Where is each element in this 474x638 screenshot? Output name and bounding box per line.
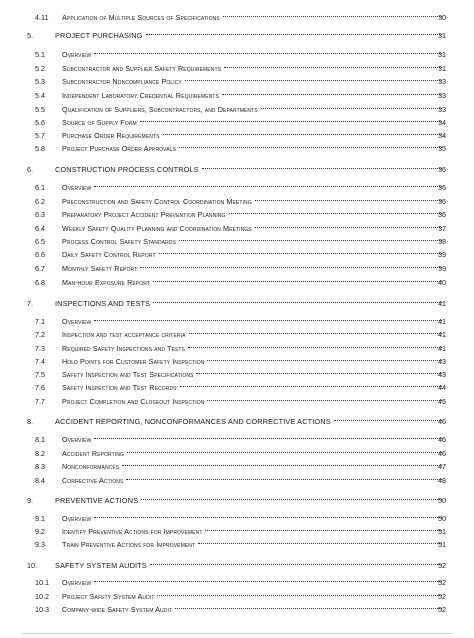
toc-title[interactable]: Project Safety System Audit xyxy=(62,592,155,601)
toc-number: 6. xyxy=(27,165,33,174)
dot-leader xyxy=(198,543,442,544)
toc-page-number: 31 xyxy=(438,50,446,59)
toc-title[interactable]: Project Completion and Closeout Inspection xyxy=(62,397,205,406)
dot-leader xyxy=(150,564,442,565)
toc-leader-group xyxy=(62,381,444,394)
toc-leader-group xyxy=(55,559,444,572)
dot-leader xyxy=(94,53,442,54)
toc-page-number: 37 xyxy=(438,224,446,233)
dot-leader xyxy=(188,347,442,348)
toc-number: 4.11 xyxy=(35,13,49,22)
toc-entry-row[interactable] xyxy=(0,433,474,446)
toc-leader-group xyxy=(62,447,444,460)
toc-entry-row[interactable] xyxy=(0,62,474,75)
toc-number: 10.3 xyxy=(35,605,49,614)
toc-number: 7.1 xyxy=(35,317,45,326)
toc-title[interactable]: ACCIDENT REPORTING, NONCONFORMANCES AND CORRECTIVE ACTIONS xyxy=(55,417,331,426)
dot-leader xyxy=(94,438,442,439)
dot-leader xyxy=(205,530,442,531)
toc-number: 7.7 xyxy=(35,397,45,406)
dot-leader xyxy=(261,108,442,109)
toc-leader-group xyxy=(62,142,444,155)
toc-leader-group xyxy=(62,276,444,289)
toc-title[interactable]: SAFETY SYSTEM AUDITS xyxy=(55,561,147,570)
toc-title[interactable]: Inspection and test acceptance criteria xyxy=(62,330,186,339)
toc-title[interactable]: Hold Points for Customer Safety Inspection xyxy=(62,357,205,366)
toc-number: 9.2 xyxy=(35,527,45,536)
toc-number: 5.2 xyxy=(35,64,45,73)
toc-leader-group xyxy=(62,262,444,275)
dot-leader xyxy=(127,452,442,453)
dot-leader xyxy=(141,499,442,500)
toc-leader-group xyxy=(62,48,444,61)
toc-page-number: 50 xyxy=(438,496,446,505)
toc-leader-group xyxy=(62,525,444,538)
toc-number: 7.6 xyxy=(35,383,45,392)
toc-entry-row[interactable] xyxy=(0,315,474,328)
toc-leader-group xyxy=(62,89,444,102)
toc-title[interactable]: Safety Inspection and Test Records xyxy=(62,383,177,392)
toc-section-row[interactable] xyxy=(0,494,474,507)
toc-number: 8. xyxy=(27,417,33,426)
toc-page-number: 46 xyxy=(438,435,446,444)
toc-number: 9. xyxy=(27,496,33,505)
dot-leader xyxy=(122,465,442,466)
toc-number: 10. xyxy=(27,561,37,570)
toc-page-number: 34 xyxy=(438,131,446,140)
toc-entry-row[interactable] xyxy=(0,222,474,235)
toc-leader-group xyxy=(62,75,444,88)
toc-leader-group xyxy=(62,368,444,381)
toc-entry-row[interactable] xyxy=(0,381,474,394)
toc-number: 6.2 xyxy=(35,197,45,206)
dot-leader xyxy=(223,16,442,17)
toc-title[interactable]: Required Safety Inspections and Tests xyxy=(62,344,185,353)
toc-page-number: 47 xyxy=(438,462,446,471)
toc-number: 9.1 xyxy=(35,514,45,523)
toc-entry-row[interactable] xyxy=(0,590,474,603)
toc-entry-row[interactable] xyxy=(0,208,474,221)
toc-title[interactable]: Overview xyxy=(62,317,92,326)
dot-leader xyxy=(146,34,443,35)
toc-page-number: 43 xyxy=(438,357,446,366)
toc-title[interactable]: Train Preventive Actions for Improvement xyxy=(62,540,196,549)
toc-entry-row[interactable] xyxy=(0,75,474,88)
toc-entry-row[interactable] xyxy=(0,116,474,129)
dot-leader xyxy=(334,420,442,421)
toc-leader-group xyxy=(62,512,444,525)
toc-leader-group xyxy=(62,433,444,446)
toc-number: 6.4 xyxy=(35,224,45,233)
dot-leader xyxy=(94,320,442,321)
toc-leader-group xyxy=(62,248,444,261)
toc-number: 7.5 xyxy=(35,370,45,379)
toc-page-number: 38 xyxy=(438,237,446,246)
dot-leader xyxy=(140,121,442,122)
toc-page-number: 46 xyxy=(438,417,446,426)
toc-title[interactable]: Subcontractor Noncompliance Policy xyxy=(62,77,182,86)
toc-section-row[interactable] xyxy=(0,559,474,572)
toc-number: 5.5 xyxy=(35,105,45,114)
toc-leader-group xyxy=(62,342,444,355)
toc-number: 5. xyxy=(27,31,33,40)
toc-leader-group xyxy=(62,116,444,129)
toc-title[interactable]: Overview xyxy=(62,578,92,587)
toc-number: 8.4 xyxy=(35,476,45,485)
toc-page-number: 44 xyxy=(438,383,446,392)
toc-page-number: 52 xyxy=(438,592,446,601)
toc-page-number: 46 xyxy=(438,449,446,458)
toc-entry-row[interactable] xyxy=(0,603,474,616)
toc-title[interactable]: Nonconformances xyxy=(62,462,120,471)
toc-leader-group xyxy=(62,460,444,473)
toc-number: 10.2 xyxy=(35,592,49,601)
toc-entry-row[interactable] xyxy=(0,342,474,355)
dot-leader xyxy=(153,281,442,282)
toc-title[interactable]: Corrective Actions xyxy=(62,476,124,485)
toc-page-number: 52 xyxy=(438,578,446,587)
toc-page-number: 30 xyxy=(438,13,446,22)
toc-leader-group xyxy=(62,590,444,603)
toc-page-number: 41 xyxy=(438,299,446,308)
toc-leader-group xyxy=(55,415,444,428)
toc-title[interactable]: Overview xyxy=(62,514,92,523)
dot-leader xyxy=(153,302,442,303)
dot-leader xyxy=(224,67,442,68)
dot-leader xyxy=(140,267,442,268)
toc-number: 7.2 xyxy=(35,330,45,339)
toc-title[interactable]: Weekly Safety Quality Planning and Coordination Meetings xyxy=(62,224,252,233)
toc-title[interactable]: Qualification of Suppliers, Subcontractors, and Departments xyxy=(62,105,258,114)
dot-leader xyxy=(126,479,442,480)
toc-number: 8.2 xyxy=(35,449,45,458)
toc-entry-row[interactable] xyxy=(0,576,474,589)
toc-page-number: 41 xyxy=(438,344,446,353)
toc-page-number: 36 xyxy=(438,183,446,192)
toc-section-row[interactable] xyxy=(0,297,474,310)
toc-page-number: 50 xyxy=(438,514,446,523)
toc-page-number: 43 xyxy=(438,370,446,379)
toc-leader-group xyxy=(55,494,444,507)
toc-page-number: 31 xyxy=(438,31,446,40)
toc-entry-row[interactable] xyxy=(0,262,474,275)
toc-entry-row[interactable] xyxy=(0,474,474,487)
toc-entry-row[interactable] xyxy=(0,48,474,61)
toc-entry-row[interactable] xyxy=(0,89,474,102)
toc-title[interactable]: CONSTRUCTION PROCESS CONTROLS xyxy=(55,165,199,174)
toc-title[interactable]: Identify Preventive Actions for Improvement xyxy=(62,527,203,536)
toc-title[interactable]: Project Purchase Order Approvals xyxy=(62,144,176,153)
dot-leader xyxy=(159,253,442,254)
toc-title[interactable]: Safety Inspection and Test Specifications xyxy=(62,370,194,379)
toc-number: 5.3 xyxy=(35,77,45,86)
toc-title[interactable]: PROJECT PURCHASING xyxy=(55,31,143,40)
toc-leader-group xyxy=(62,315,444,328)
toc-entry-row[interactable] xyxy=(0,460,474,473)
toc-leader-group xyxy=(62,474,444,487)
dot-leader xyxy=(207,400,442,401)
toc-page-number: 35 xyxy=(438,144,446,153)
dot-leader xyxy=(157,595,442,596)
toc-entry-row[interactable] xyxy=(0,395,474,408)
toc-title[interactable]: INSPECTIONS AND TESTS xyxy=(55,299,151,308)
toc-entry-row[interactable] xyxy=(0,355,474,368)
dot-leader xyxy=(94,581,442,582)
toc-title[interactable]: Source of Supply Form xyxy=(62,118,137,127)
toc-page-number: 51 xyxy=(438,540,446,549)
toc-page-number: 52 xyxy=(438,561,446,570)
toc-title[interactable]: Overview xyxy=(62,435,92,444)
toc-entry-row[interactable] xyxy=(0,235,474,248)
toc-number: 6.7 xyxy=(35,264,45,273)
toc-leader-group xyxy=(62,328,444,341)
toc-entry-row[interactable] xyxy=(0,447,474,460)
toc-entry-row[interactable] xyxy=(0,538,474,551)
toc-title[interactable]: Man-hour Exposure Report xyxy=(62,278,151,287)
toc-entry-row[interactable] xyxy=(0,11,474,24)
toc-entry-row[interactable] xyxy=(0,129,474,142)
dot-leader xyxy=(189,333,442,334)
toc-number: 6.1 xyxy=(35,183,45,192)
toc-section-row[interactable] xyxy=(0,163,474,176)
toc-leader-group xyxy=(55,163,444,176)
toc-page-number: 39 xyxy=(438,264,446,273)
toc-leader-group xyxy=(62,11,444,24)
toc-page-number: 51 xyxy=(438,527,446,536)
dot-leader xyxy=(255,200,442,201)
toc-number: 7.4 xyxy=(35,357,45,366)
toc-number: 5.4 xyxy=(35,91,45,100)
toc-leader-group xyxy=(62,129,444,142)
toc-title[interactable]: Process Control Safety Standards xyxy=(62,237,176,246)
toc-entry-row[interactable] xyxy=(0,328,474,341)
dot-leader xyxy=(94,186,442,187)
dot-leader xyxy=(94,517,442,518)
toc-number: 6.6 xyxy=(35,250,45,259)
toc-leader-group xyxy=(62,181,444,194)
toc-title[interactable]: Overview xyxy=(62,183,92,192)
toc-page-number: 36 xyxy=(438,210,446,219)
toc-page-number: 33 xyxy=(438,77,446,86)
dot-leader xyxy=(179,240,442,241)
toc-title[interactable]: Purchase Order Requirements xyxy=(62,131,160,140)
toc-page-number: 31 xyxy=(438,64,446,73)
toc-title[interactable]: Preparatory Project Accident Prevention Planning xyxy=(62,210,226,219)
footer-rule xyxy=(22,633,452,634)
toc-leader-group xyxy=(62,538,444,551)
toc-leader-group xyxy=(62,355,444,368)
toc-leader-group xyxy=(62,395,444,408)
toc-leader-group xyxy=(62,222,444,235)
toc-number: 10.1 xyxy=(35,578,49,587)
toc-page-number: 52 xyxy=(438,605,446,614)
toc-title[interactable]: Subcontractor and Supplier Safety Requirements xyxy=(62,64,222,73)
toc-entry-row[interactable] xyxy=(0,276,474,289)
toc-leader-group xyxy=(62,103,444,116)
toc-entry-row[interactable] xyxy=(0,368,474,381)
toc-number: 7.3 xyxy=(35,344,45,353)
toc-number: 9.3 xyxy=(35,540,45,549)
toc-entry-row[interactable] xyxy=(0,512,474,525)
toc-page-number: 39 xyxy=(438,250,446,259)
toc-section-row[interactable] xyxy=(0,415,474,428)
toc-leader-group xyxy=(62,603,444,616)
toc-leader-group xyxy=(62,62,444,75)
toc-entry-row[interactable] xyxy=(0,181,474,194)
dot-leader xyxy=(185,80,442,81)
dot-leader xyxy=(179,147,442,148)
toc-page-number: 45 xyxy=(438,397,446,406)
toc-leader-group xyxy=(62,235,444,248)
toc-entry-row[interactable] xyxy=(0,103,474,116)
toc-number: 8.3 xyxy=(35,462,45,471)
toc-number: 7. xyxy=(27,299,33,308)
toc-leader-group xyxy=(55,297,444,310)
toc-number: 6.3 xyxy=(35,210,45,219)
toc-entry-row[interactable] xyxy=(0,142,474,155)
toc-title[interactable]: Company-wide Safety System Audit xyxy=(62,605,173,614)
toc-leader-group xyxy=(55,29,444,42)
toc-page-number: 41 xyxy=(438,317,446,326)
toc-title[interactable]: Independent Laboratory Credential Requirements xyxy=(62,91,219,100)
dot-leader xyxy=(175,608,442,609)
toc-number: 6.5 xyxy=(35,237,45,246)
toc-page-number: 33 xyxy=(438,105,446,114)
dot-leader xyxy=(202,168,442,169)
toc-entry-row[interactable] xyxy=(0,248,474,261)
toc-number: 5.8 xyxy=(35,144,45,153)
dot-leader xyxy=(222,94,442,95)
toc-page-number: 40 xyxy=(438,278,446,287)
dot-leader xyxy=(196,373,442,374)
toc-page-number: 36 xyxy=(438,197,446,206)
toc-section-row[interactable] xyxy=(0,29,474,42)
toc-title[interactable]: Overview xyxy=(62,50,92,59)
toc-page-number: 34 xyxy=(438,118,446,127)
toc-number: 6.8 xyxy=(35,278,45,287)
toc-title[interactable]: Daily Safety Control Report xyxy=(62,250,156,259)
toc-number: 5.1 xyxy=(35,50,45,59)
toc-title[interactable]: Accident Reporting xyxy=(62,449,125,458)
toc-number: 5.6 xyxy=(35,118,45,127)
toc-title[interactable]: Application of Multiple Sources of Specifications xyxy=(62,13,220,22)
toc-number: 5.7 xyxy=(35,131,45,140)
toc-page-number: 41 xyxy=(438,330,446,339)
toc-leader-group xyxy=(62,576,444,589)
dot-leader xyxy=(207,360,442,361)
toc-entry-row[interactable] xyxy=(0,195,474,208)
toc-title[interactable]: Monthly Safety Report xyxy=(62,264,138,273)
toc-page-number: 33 xyxy=(438,91,446,100)
dot-leader xyxy=(163,134,442,135)
toc-title[interactable]: PREVENTIVE ACTIONS xyxy=(55,496,139,505)
toc-page-number: 48 xyxy=(438,476,446,485)
toc-entry-row[interactable] xyxy=(0,525,474,538)
dot-leader xyxy=(229,213,442,214)
toc-title[interactable]: Preconstruction and Safety Control Coordination Meeting xyxy=(62,197,252,206)
toc-page-number: 36 xyxy=(438,165,446,174)
toc-leader-group xyxy=(62,208,444,221)
toc-leader-group xyxy=(62,195,444,208)
dot-leader xyxy=(255,227,442,228)
toc-number: 8.1 xyxy=(35,435,45,444)
dot-leader xyxy=(180,386,442,387)
